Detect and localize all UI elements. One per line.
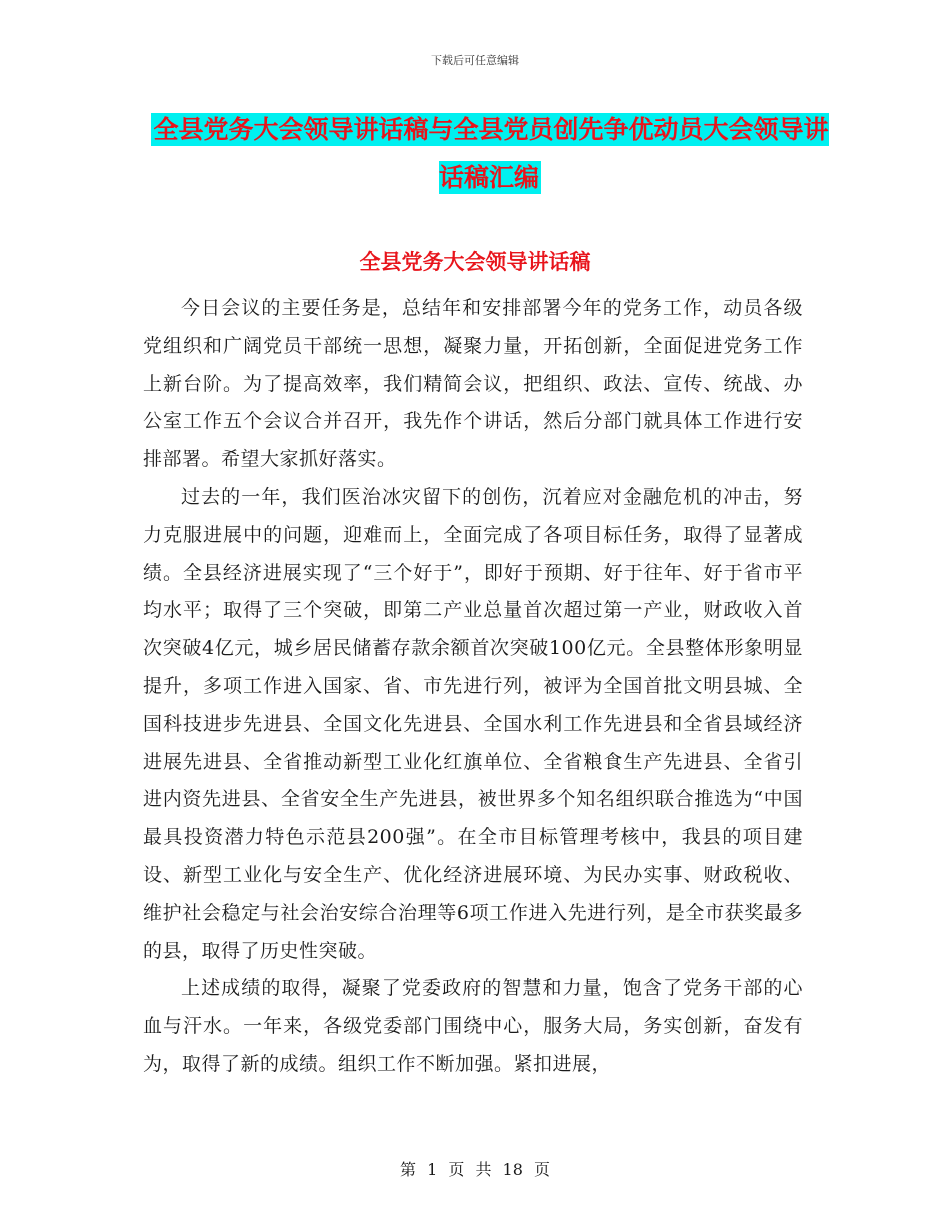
paragraph: 过去的一年，我们医治冰灾留下的创伤，沉着应对金融危机的冲击，努力克服进展中的问题，迎难而上，全面完成了各项目标任务，取得了显著成绩。全县经济进展实现了“三个好于”，即好于预期、好于往年、好于省市平均水平；取得了三个突破，即第二产业总量首次超过第一产业，财政收入首次突破4亿元，城乡居民储蓄存款余额首次突破100亿元。全县整体形象明显提升，多项工作进入国家、省、市先进行列，被评为全国首批文明县城、全国科技进步先进县、全国文化先进县、全国水利工作先进县和全省县域经济进展先进县、全省推动新型工业化红旗单位、全省粮食生产先进县、全省引进内资先进县、全省安全生产先进县，被世界多个知名组织联合推选为“中国最具投资潜力特色示范县200强”。在全市目标管理考核中，我县的项目建设、新型工业化与安全生产、优化经济进展环境、为民办实事、财政税收、维护社会稳定与社会治安综合治理等6项工作进入先进行列，是全市获奖最多的县，取得了历史性突破。 [143,485,803,962]
document-title-text: 全县党务大会领导讲话稿与全县党员创先争优动员大会领导讲话稿汇编 [153,115,829,192]
page-header-note: 下载后可任意编辑 [431,54,519,67]
document-title [150,106,830,202]
document-body [143,290,803,1084]
paragraph: 今日会议的主要任务是，总结年和安排部署今年的党务工作，动员各级党组织和广阔党员干部统一思想，凝聚力量，开拓创新，全面促进党务工作上新台阶。为了提高效率，我们精简会议，把组织、政法、宣传、统战、办公室工作五个会议合并召开，我先作个讲话，然后分部门就具体工作进行安排部署。希望大家抓好落实。 [143,297,803,471]
paragraph: 上述成绩的取得，凝聚了党委政府的智慧和力量，饱含了党务干部的心血与汗水。一年来，各级党委部门围绕中心，服务大局，务实创新，奋发有为，取得了新的成绩。组织工作不断加强。紧扣进展， [143,977,803,1075]
section-title: 全县党务大会领导讲话稿 [359,250,591,274]
page-number-footer: 第 1 页 共 18 页 [400,1160,550,1179]
